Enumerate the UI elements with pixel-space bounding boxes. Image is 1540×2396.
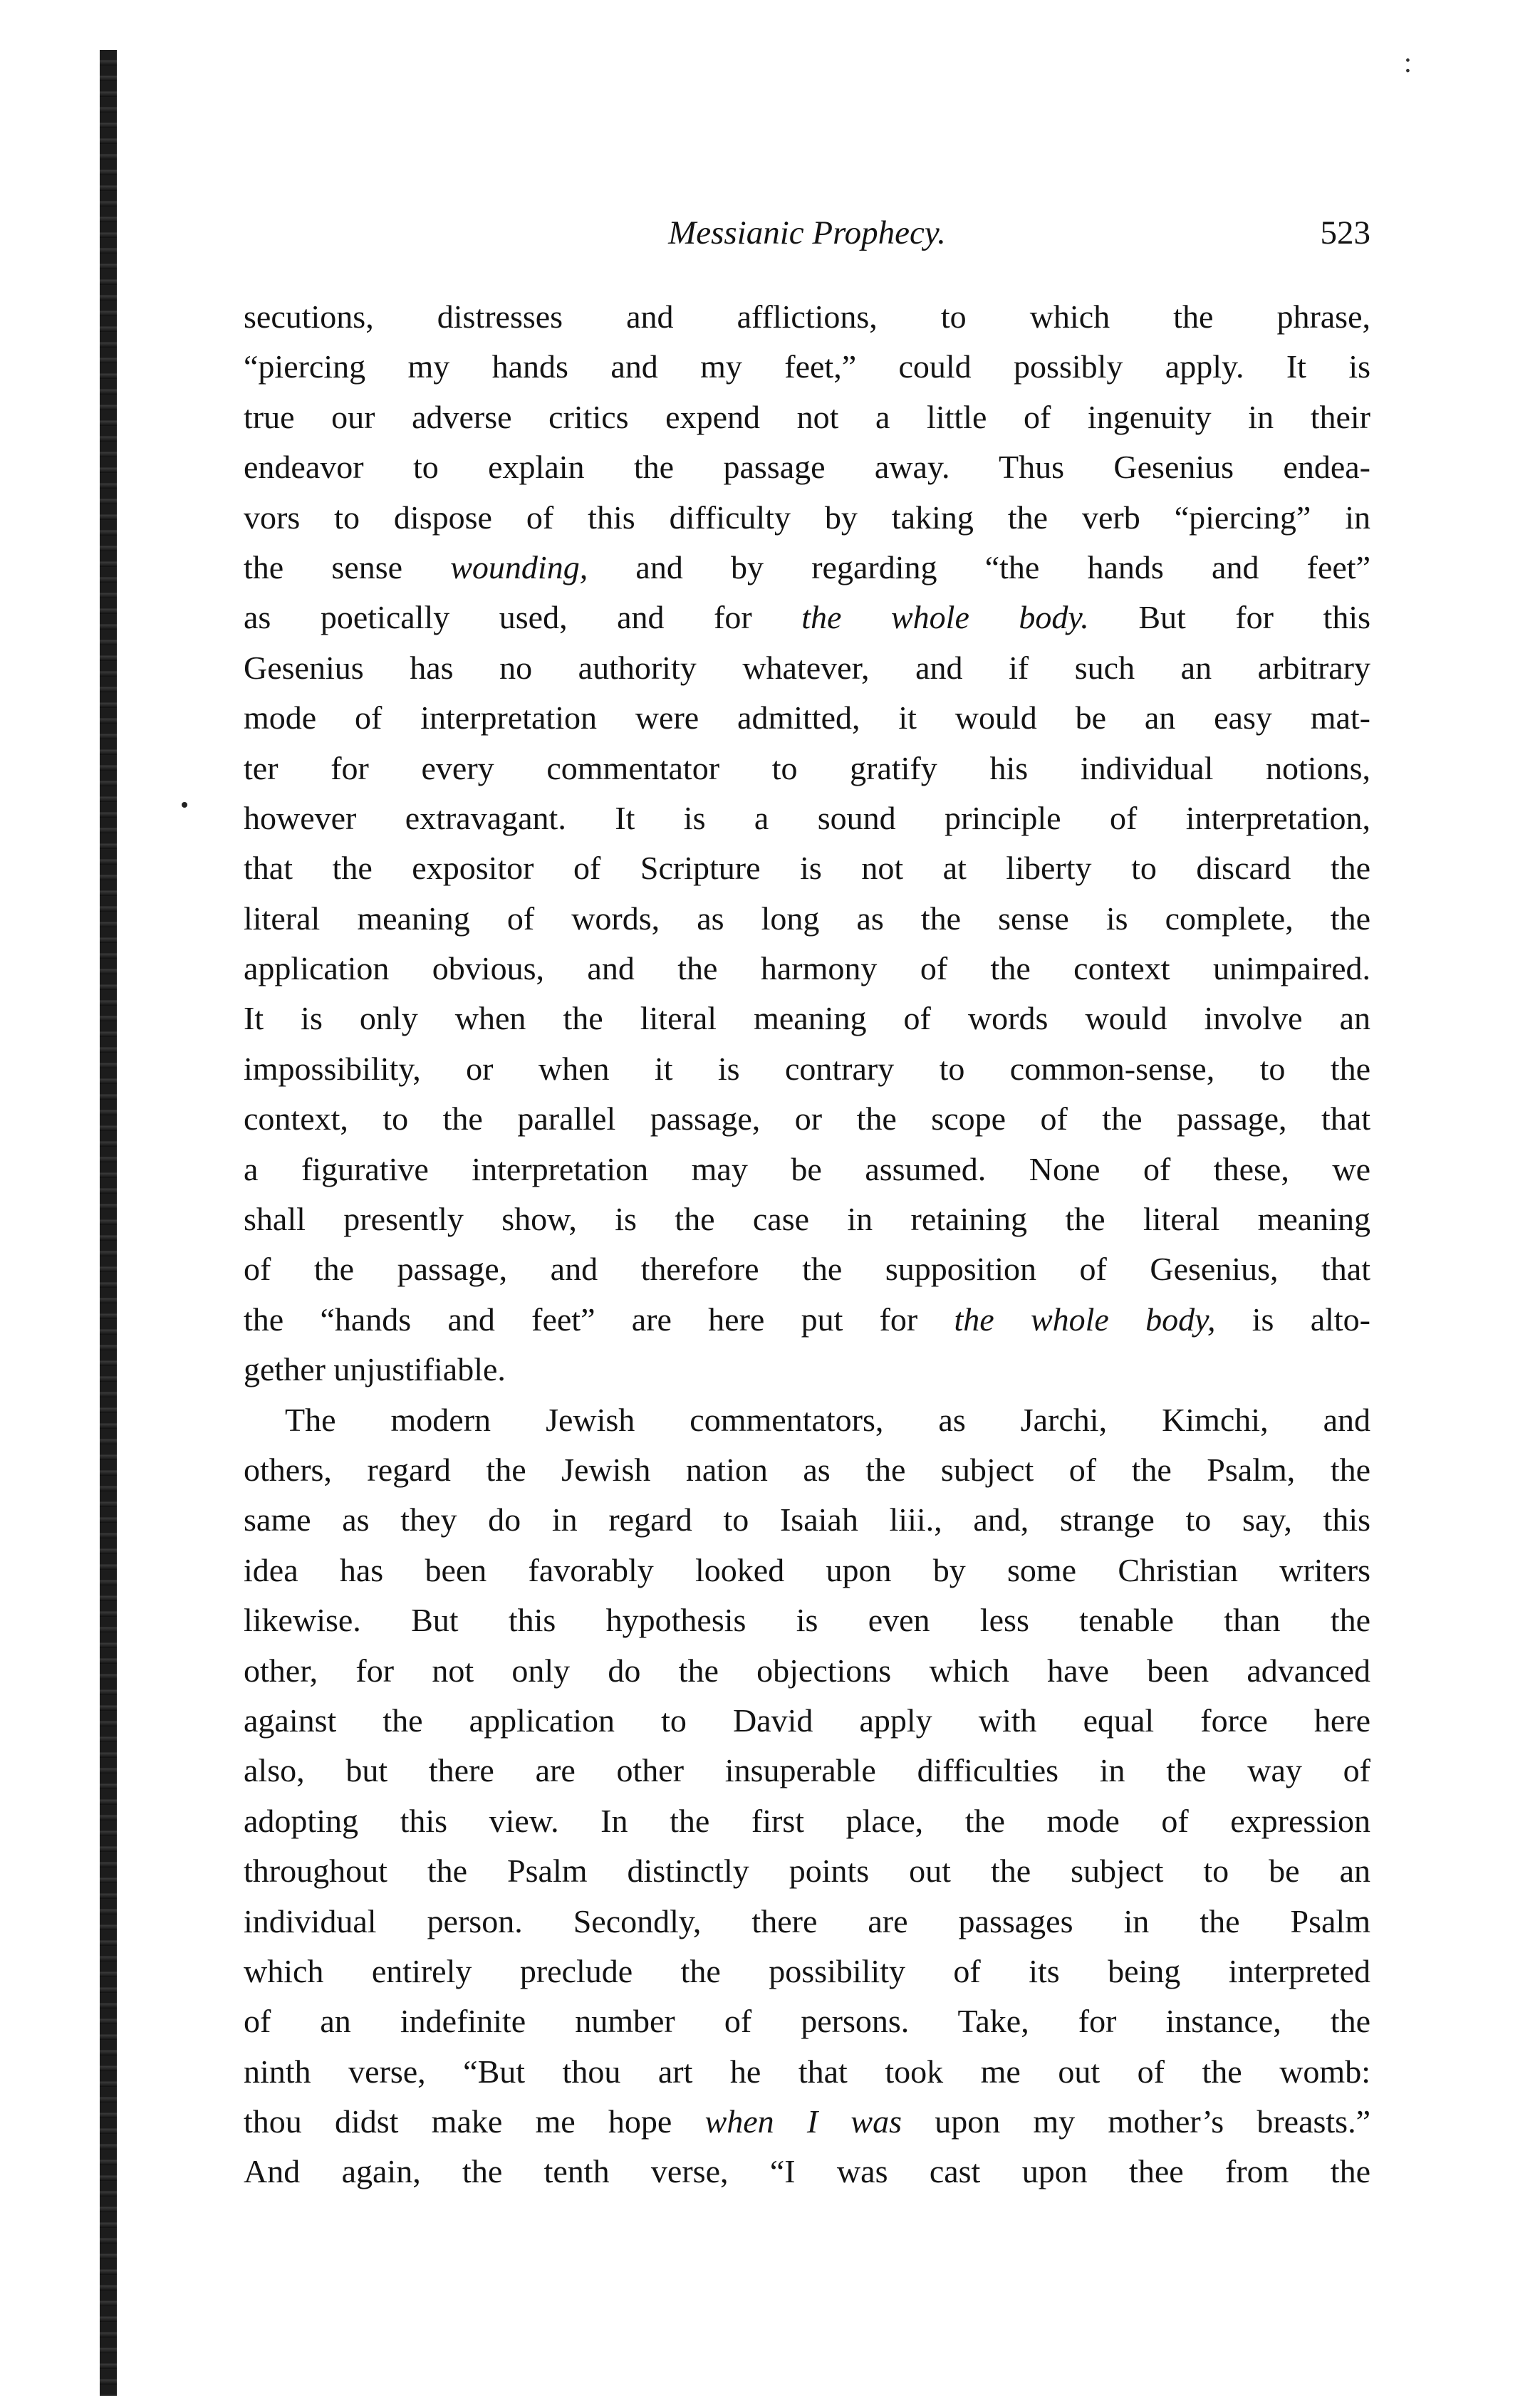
text-line: endeavor to explain the passage away. Thus Gesenius endea- — [244, 449, 1370, 486]
text-line: application obvious, and the harmony of the context unimpaired. — [244, 950, 1370, 987]
text-line: individual person. Secondly, there are passages in the Psalm — [244, 1902, 1370, 1939]
text-line: impossibility, or when it is contrary to common-sense, to the — [244, 1050, 1370, 1087]
body-text — [244, 292, 1370, 2197]
text-line: Gesenius has no authority whatever, and if such an arbitrary — [244, 649, 1370, 686]
text-line: likewise. But this hypothesis is even less tenable than the — [244, 1602, 1370, 1639]
margin-mark — [182, 802, 187, 808]
text-line: vors to dispose of this difficulty by taking the verb “piercing” in — [244, 499, 1370, 536]
italic-span: wounding, — [450, 548, 588, 585]
text-line: same as they do in regard to Isaiah liii., and, strange to say, this — [244, 1501, 1370, 1538]
text-span: and by regarding “the hands and feet” — [588, 548, 1370, 585]
text-line: adopting this view. In the first place, the mode of expression — [244, 1802, 1370, 1839]
text-line: secutions, distresses and afflictions, to which the phrase, — [244, 298, 1370, 335]
text-line: against the application to David apply with equal force here — [244, 1702, 1370, 1739]
text-line: which entirely preclude the possibility of its being interpreted — [244, 1952, 1370, 1989]
text-line: ter for every commentator to gratify his individual notions, — [244, 749, 1370, 786]
text-line: “piercing my hands and my feet,” could possibly apply. It is — [244, 348, 1370, 385]
text-line: of the passage, and therefore the supposition of Gesenius, that — [244, 1251, 1370, 1288]
text-line — [244, 593, 1370, 642]
text-span: upon my mother’s breasts.” — [902, 2103, 1370, 2140]
stray-marks: : — [1403, 46, 1412, 78]
page-number: 523 — [1320, 214, 1370, 251]
text-span: is alto- — [1215, 1301, 1370, 1338]
text-line — [244, 543, 1370, 593]
text-line: literal meaning of words, as long as the sense is complete, the — [244, 900, 1370, 937]
text-line: mode of interpretation were admitted, it would be an easy mat- — [244, 699, 1370, 736]
text-line: ninth verse, “But thou art he that took me out of the womb: — [244, 2053, 1370, 2090]
text-line: It is only when the literal meaning of words would involve an — [244, 1000, 1370, 1037]
running-head — [244, 208, 1370, 258]
text-span: But for this — [1088, 599, 1370, 636]
text-span: thou didst make me hope — [244, 2103, 705, 2140]
italic-span: the whole body. — [801, 599, 1089, 636]
text-span: the sense — [244, 548, 451, 585]
text-line: other, for not only do the objections which have been advanced — [244, 1652, 1370, 1689]
running-title: Messianic Prophecy. — [668, 214, 946, 251]
italic-span: when I was — [704, 2103, 902, 2140]
binding-edge — [100, 50, 117, 2396]
text-line: context, to the parallel passage, or the scope of the passage, that — [244, 1100, 1370, 1137]
text-line: a figurative interpretation may be assumed. None of these, we — [244, 1150, 1370, 1187]
text-line: however extravagant. It is a sound principle of interpretation, — [244, 799, 1370, 836]
text-line: gether unjustifiable. — [244, 1351, 506, 1388]
text-line: The modern Jewish commentators, as Jarchi, Kimchi, and — [285, 1401, 1370, 1438]
text-line — [244, 1295, 1370, 1345]
text-line: shall presently show, is the case in retaining the literal meaning — [244, 1201, 1370, 1238]
text-line: throughout the Psalm distinctly points out the subject to be an — [244, 1853, 1370, 1890]
text-line: of an indefinite number of persons. Take, for instance, the — [244, 2003, 1370, 2040]
text-line: others, regard the Jewish nation as the subject of the Psalm, the — [244, 1451, 1370, 1488]
text-line: And again, the tenth verse, “I was cast upon thee from the — [244, 2153, 1370, 2190]
text-line — [244, 2097, 1370, 2147]
text-line: idea has been favorably looked upon by some Christian writers — [244, 1551, 1370, 1588]
text-span: as poetically used, and for — [244, 599, 802, 636]
text-line: also, but there are other insuperable difficulties in the way of — [244, 1752, 1370, 1789]
italic-span: the whole body, — [954, 1301, 1216, 1338]
text-line: that the expositor of Scripture is not at liberty to discard the — [244, 850, 1370, 887]
text-span: the “hands and feet” are here put for — [244, 1301, 954, 1338]
text-line: true our adverse critics expend not a little of ingenuity in their — [244, 398, 1370, 435]
